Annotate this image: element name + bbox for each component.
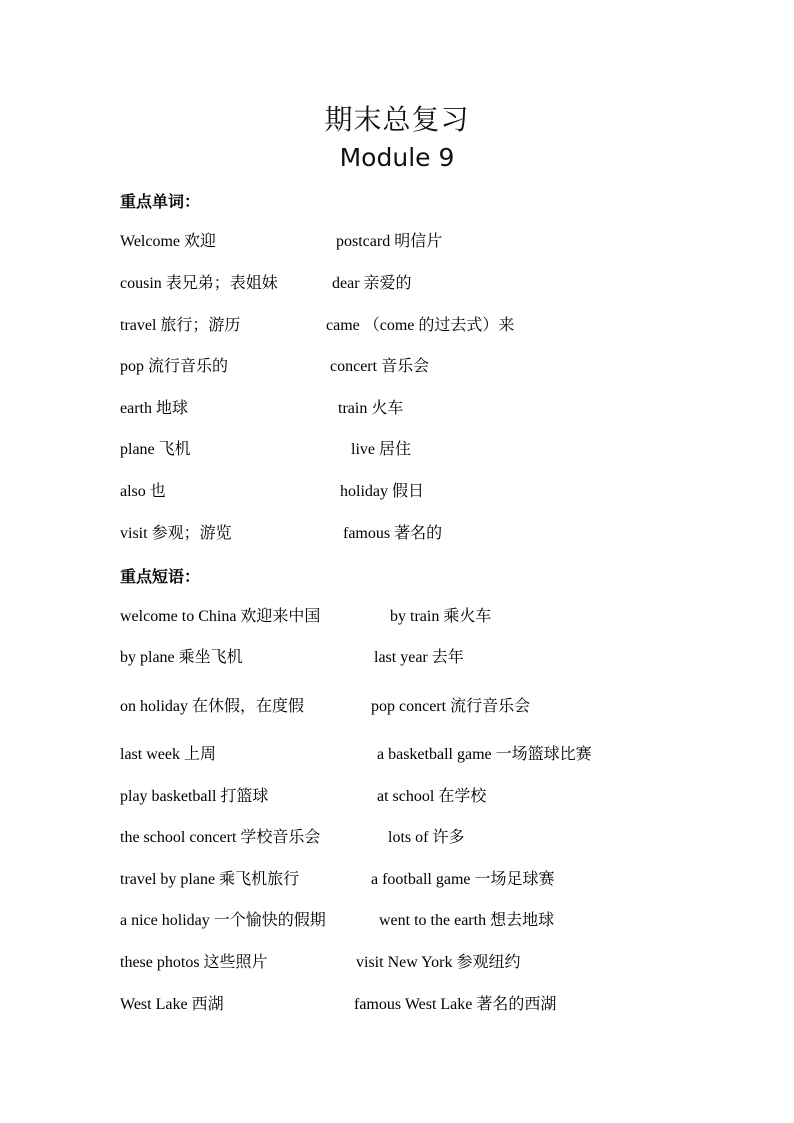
word-row [0, 397, 794, 421]
phrase-right: a football game 一场足球赛 [371, 871, 555, 888]
phrase-right: visit New York 参观纽约 [356, 954, 521, 971]
phrase-left: West Lake 西湖 [120, 996, 224, 1013]
phrase-right: a basketball game 一场篮球比赛 [377, 746, 592, 763]
phrase-row [0, 605, 794, 629]
phrase-left: travel by plane 乘飞机旅行 [120, 871, 300, 888]
word-left: visit 参观；游览 [120, 525, 232, 542]
word-right: live 居住 [351, 441, 411, 458]
word-left: travel 旅行；游历 [120, 317, 241, 334]
word-row [0, 438, 794, 462]
word-right: concert 音乐会 [330, 358, 430, 375]
word-right: train 火车 [338, 400, 404, 417]
word-left: pop 流行音乐的 [120, 358, 229, 375]
word-row [0, 355, 794, 379]
word-left: plane 飞机 [120, 441, 191, 458]
phrase-row [0, 695, 794, 719]
phrase-left: these photos 这些照片 [120, 954, 268, 971]
phrase-row [0, 868, 794, 892]
phrase-left: welcome to China 欢迎来中国 [120, 608, 321, 625]
word-right: postcard 明信片 [336, 233, 443, 250]
words-heading: 重点单词： [120, 194, 201, 211]
phrase-row [0, 951, 794, 975]
module-subtitle: Module 9 [339, 143, 455, 172]
word-row [0, 314, 794, 338]
word-row [0, 522, 794, 546]
phrase-right: went to the earth 想去地球 [379, 912, 555, 929]
phrase-row [0, 909, 794, 933]
phrase-right: lots of 许多 [388, 829, 465, 846]
word-left: cousin 表兄弟；表姐妹 [120, 275, 278, 292]
word-left: earth 地球 [120, 400, 188, 417]
word-left: also 也 [120, 483, 166, 500]
phrase-left: the school concert 学校音乐会 [120, 829, 321, 846]
phrase-row [0, 993, 794, 1017]
word-left: Welcome 欢迎 [120, 233, 217, 250]
phrase-row [0, 785, 794, 809]
phrase-right: last year 去年 [374, 649, 464, 666]
word-right: came （come 的过去式）来 [326, 317, 515, 334]
phrase-row [0, 646, 794, 670]
phrase-right: famous West Lake 著名的西湖 [354, 996, 557, 1013]
phrase-row [0, 826, 794, 850]
phrase-left: a nice holiday 一个愉快的假期 [120, 912, 326, 929]
phrase-left: by plane 乘坐飞机 [120, 649, 243, 666]
word-row [0, 230, 794, 254]
phrase-right: at school 在学校 [377, 788, 487, 805]
word-right: holiday 假日 [340, 483, 424, 500]
phrase-right: pop concert 流行音乐会 [371, 698, 531, 715]
word-row [0, 272, 794, 296]
word-right: dear 亲爱的 [332, 275, 412, 292]
phrase-left: last week 上周 [120, 746, 216, 763]
phrase-left: play basketball 打篮球 [120, 788, 269, 805]
phrase-right: by train 乘火车 [390, 608, 492, 625]
word-row [0, 480, 794, 504]
word-right: famous 著名的 [343, 525, 443, 542]
phrase-row [0, 743, 794, 767]
phrases-heading: 重点短语： [120, 569, 201, 586]
page-title: 期末总复习 [324, 103, 470, 136]
phrase-left: on holiday 在休假，在度假 [120, 698, 304, 715]
